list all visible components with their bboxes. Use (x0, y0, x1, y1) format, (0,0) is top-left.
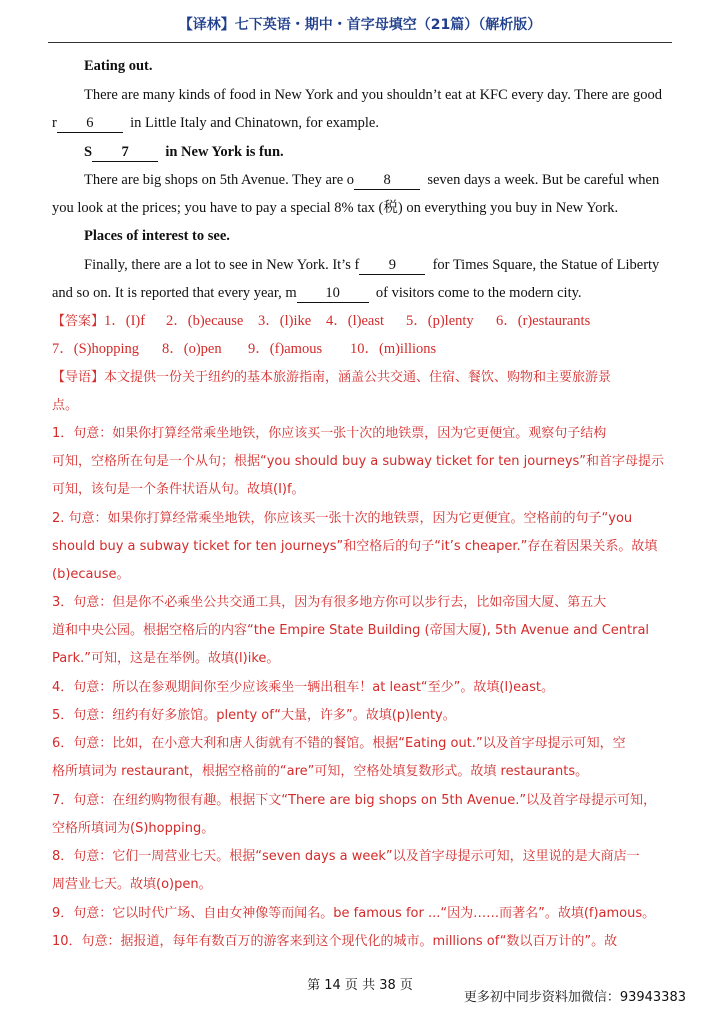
passage-line-blank-10 (52, 283, 672, 303)
answer-item: 9．(f)amous (248, 341, 323, 357)
text-fragment: in Little Italy and Chinatown, for example. (130, 115, 379, 131)
text-fragment: in New York is fun. (165, 144, 284, 160)
text-fragment: for Times Square, the Statue of Liberty (432, 257, 660, 273)
heading-shopping (84, 142, 672, 162)
header-divider (48, 42, 672, 43)
explanation-line: 4．句意：所以在参观期间你至少应该乘坐一辆出租车！at least“至少”。故填(l)east。 (52, 680, 554, 695)
explanation-line: 3．句意：但是你不必乘坐公共交通工具，因为有很多地方你可以步行去，比如帝国大厦、第五大 (52, 595, 607, 610)
explanation-line: should buy a subway ticket for ten journeys”和空格后的句子“it’s cheaper.”存在着因果关系。故填 (52, 539, 658, 554)
page-number: 第 14 页 共 38 页 (307, 978, 413, 993)
answer-key-row-1 (52, 311, 672, 332)
guide-text: 点。 (52, 398, 79, 413)
blank-9[interactable]: 9 (359, 257, 425, 275)
answer-item: 5．(p)lenty (406, 313, 474, 329)
explanation-line: 1．句意：如果你打算经常乘坐地铁，你应该买一张十次的地铁票，因为它更便宜。观察句子结构 (52, 426, 607, 441)
explanation-line: Park.”可知，这是在举例。故填(l)ike。 (52, 651, 280, 666)
answer-item: 2．(b)ecause (166, 313, 244, 329)
explanation-line: 道和中央公园。根据空格后的内容“the Empire State Building (帝国大厦), 5th Avenue and Central (52, 623, 650, 638)
text-fragment: There are big shops on 5th Avenue. They are o (84, 172, 355, 188)
answer-key-row-2 (52, 339, 672, 359)
answer-item: 7．(S)hopping (52, 341, 139, 357)
explanation-line: (b)ecause。 (52, 567, 130, 582)
explanation-line: 空格所填词为(S)hopping。 (52, 821, 215, 836)
explanation-line: 5．句意：纽约有好多旅馆。plenty of“大量，许多”。故填(p)lenty。 (52, 708, 456, 723)
text-fragment: of visitors come to the modern city. (375, 285, 582, 301)
passage-line: you look at the prices; you have to pay a special 8% tax (税) on everything you buy in New York. (52, 200, 619, 216)
answer-item: 8．(o)pen (162, 341, 222, 357)
explanation-line: 6．句意：比如，在小意大利和唐人街就有不错的餐馆。根据“Eating out.”以及首字母提示可知，空 (52, 736, 626, 751)
explanation-line: 可知，空格所在句是一个从句；根据“you should buy a subway ticket for ten journeys”和首字母提示 (52, 454, 665, 469)
text-fragment: Finally, there are a lot to see in New York. It’s f (84, 257, 360, 273)
text-fragment: S (84, 144, 93, 160)
heading-places-of-interest: Places of interest to see. (84, 228, 230, 244)
explanation-line: 2. 句意：如果你打算经常乘坐地铁，你应该买一张十次的地铁票，因为它更便宜。空格前的句子“you (52, 511, 633, 526)
passage-line: There are many kinds of food in New York and you shouldn’t eat at KFC every day. There are good (84, 87, 662, 103)
explanation-line: 10．句意：据报道，每年有数百万的游客来到这个现代化的城市。millions of“数以百万计的”。故 (52, 934, 618, 949)
explanation-line: 可知，该句是一个条件状语从句。故填(I)f。 (52, 482, 305, 497)
document-header: 【译林】七下英语・期中・首字母填空（21篇）（解析版） (178, 17, 542, 33)
text-fragment: seven days a week. But be careful when (427, 172, 660, 188)
passage-line-blank-9 (84, 255, 672, 275)
text-fragment: and so on. It is reported that every year, m (52, 285, 297, 301)
answer-item: 1．(I)f (104, 313, 146, 329)
passage-line-blank-6 (52, 113, 672, 133)
explanation-line: 9．句意：它以时代广场、自由女神像等而闻名。be famous for ...“因为……而著名”。故填(f)amous。 (52, 906, 656, 921)
passage-line-blank-8 (84, 170, 672, 190)
text-fragment: r (52, 115, 57, 131)
answer-item: 4．(l)east (326, 313, 384, 329)
explanation-line: 周营业七天。故填(o)pen。 (52, 877, 212, 892)
blank-10[interactable]: 10 (297, 285, 369, 303)
answer-item: 3．(l)ike (258, 313, 312, 329)
contact-note: 更多初中同步资料加微信：93943383 (463, 990, 686, 1005)
explanation-line: 格所填词为 restaurant，根据空格前的“are”可知，空格处填复数形式。故填 restaurants。 (52, 764, 589, 779)
blank-8[interactable]: 8 (354, 172, 420, 190)
explanation-line: 8．句意：它们一周营业七天。根据“seven days a week”以及首字母提示可知，这里说的是大商店一 (52, 849, 640, 864)
guide-text: 【导语】本文提供一份关于纽约的基本旅游指南，涵盖公共交通、住宿、餐饮、购物和主要旅游景 (52, 370, 612, 385)
answer-label: 【答案】 (52, 314, 105, 329)
blank-6[interactable]: 6 (57, 115, 123, 133)
explanation-line: 7．句意：在纽约购物很有趣。根据下文“There are big shops on 5th Avenue.”以及首字母提示可知， (52, 793, 657, 808)
answer-item: 10．(m)illions (350, 341, 437, 357)
heading-eating-out: Eating out. (84, 58, 153, 74)
answer-item: 6．(r)estaurants (496, 313, 591, 329)
blank-7[interactable]: 7 (92, 144, 158, 162)
